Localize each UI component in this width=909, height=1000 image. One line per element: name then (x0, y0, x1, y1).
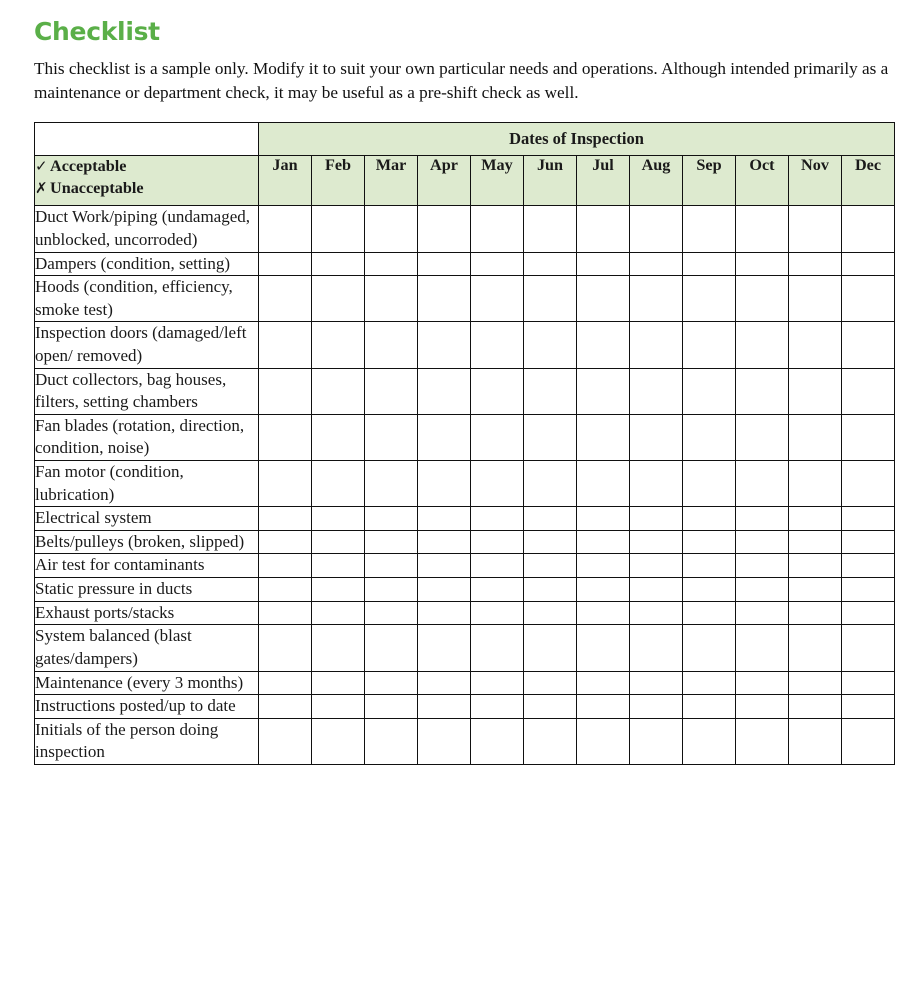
mark-cell-may[interactable] (471, 206, 524, 252)
mark-cell-jul[interactable] (577, 625, 630, 671)
mark-cell-apr[interactable] (418, 276, 471, 322)
month-header-jan: Jan (259, 156, 312, 206)
mark-cell-aug[interactable] (630, 671, 683, 695)
legend-header-cell (35, 156, 259, 206)
mark-cell-jan[interactable] (259, 625, 312, 671)
mark-cell-oct[interactable] (736, 601, 789, 625)
mark-cell-may[interactable] (471, 368, 524, 414)
checklist-item-label: Belts/pulleys (broken, slipped) (35, 530, 259, 554)
mark-cell-jul[interactable] (577, 461, 630, 507)
mark-cell-dec[interactable] (842, 461, 895, 507)
mark-cell-apr[interactable] (418, 322, 471, 368)
mark-cell-aug[interactable] (630, 322, 683, 368)
mark-cell-may[interactable] (471, 671, 524, 695)
mark-cell-apr[interactable] (418, 368, 471, 414)
mark-cell-oct[interactable] (736, 530, 789, 554)
mark-cell-feb[interactable] (312, 625, 365, 671)
mark-cell-jun[interactable] (524, 554, 577, 578)
mark-cell-may[interactable] (471, 625, 524, 671)
table-row (35, 322, 895, 368)
mark-cell-oct[interactable] (736, 461, 789, 507)
mark-cell-dec[interactable] (842, 368, 895, 414)
mark-cell-jan[interactable] (259, 601, 312, 625)
table-row (35, 414, 895, 460)
mark-cell-jul[interactable] (577, 252, 630, 276)
dates-of-inspection-header: Dates of Inspection (259, 123, 895, 156)
checklist-item-label: Static pressure in ducts (35, 578, 259, 602)
checklist-item-label: Dampers (condition, setting) (35, 252, 259, 276)
mark-cell-dec[interactable] (842, 695, 895, 719)
mark-cell-sep[interactable] (683, 718, 736, 764)
mark-cell-sep[interactable] (683, 368, 736, 414)
mark-cell-aug[interactable] (630, 507, 683, 531)
mark-cell-feb[interactable] (312, 461, 365, 507)
month-header-may: May (471, 156, 524, 206)
mark-cell-apr[interactable] (418, 414, 471, 460)
mark-cell-may[interactable] (471, 554, 524, 578)
mark-cell-oct[interactable] (736, 206, 789, 252)
mark-cell-jul[interactable] (577, 671, 630, 695)
month-header-mar: Mar (365, 156, 418, 206)
mark-cell-feb[interactable] (312, 368, 365, 414)
mark-cell-sep[interactable] (683, 578, 736, 602)
mark-cell-mar[interactable] (365, 368, 418, 414)
mark-cell-dec[interactable] (842, 206, 895, 252)
mark-cell-nov[interactable] (789, 601, 842, 625)
mark-cell-jul[interactable] (577, 368, 630, 414)
mark-cell-mar[interactable] (365, 578, 418, 602)
table-row (35, 671, 895, 695)
mark-cell-apr[interactable] (418, 554, 471, 578)
mark-cell-oct[interactable] (736, 671, 789, 695)
mark-cell-jul[interactable] (577, 206, 630, 252)
mark-cell-dec[interactable] (842, 671, 895, 695)
mark-cell-jul[interactable] (577, 695, 630, 719)
mark-cell-oct[interactable] (736, 507, 789, 531)
month-header-nov: Nov (789, 156, 842, 206)
mark-cell-sep[interactable] (683, 625, 736, 671)
mark-cell-sep[interactable] (683, 507, 736, 531)
mark-cell-feb[interactable] (312, 206, 365, 252)
mark-cell-feb[interactable] (312, 601, 365, 625)
table-row (35, 625, 895, 671)
intro-paragraph: This checklist is a sample only. Modify it to suit your own particular needs and operations. Although intended primarily as a maintenance or department check, it may be useful as a pre-shift check as well. (34, 58, 889, 102)
mark-cell-jul[interactable] (577, 530, 630, 554)
mark-cell-sep[interactable] (683, 554, 736, 578)
mark-cell-aug[interactable] (630, 718, 683, 764)
mark-cell-mar[interactable] (365, 601, 418, 625)
mark-cell-jan[interactable] (259, 554, 312, 578)
mark-cell-aug[interactable] (630, 252, 683, 276)
mark-cell-feb[interactable] (312, 695, 365, 719)
table-row (35, 601, 895, 625)
table-row (35, 206, 895, 252)
checklist-item-label: Electrical system (35, 507, 259, 531)
checklist-item-label: Initials of the person doing inspection (35, 718, 259, 764)
mark-cell-dec[interactable] (842, 507, 895, 531)
mark-cell-oct[interactable] (736, 554, 789, 578)
mark-cell-nov[interactable] (789, 206, 842, 252)
mark-cell-oct[interactable] (736, 718, 789, 764)
mark-cell-sep[interactable] (683, 206, 736, 252)
mark-cell-jun[interactable] (524, 695, 577, 719)
mark-cell-nov[interactable] (789, 554, 842, 578)
mark-cell-oct[interactable] (736, 625, 789, 671)
mark-cell-jan[interactable] (259, 718, 312, 764)
table-head (35, 123, 895, 206)
mark-cell-may[interactable] (471, 718, 524, 764)
mark-cell-mar[interactable] (365, 554, 418, 578)
mark-cell-feb[interactable] (312, 507, 365, 531)
table-row (35, 252, 895, 276)
mark-cell-nov[interactable] (789, 695, 842, 719)
mark-cell-jan[interactable] (259, 368, 312, 414)
month-header-jun: Jun (524, 156, 577, 206)
mark-cell-jul[interactable] (577, 276, 630, 322)
mark-cell-sep[interactable] (683, 276, 736, 322)
mark-cell-dec[interactable] (842, 578, 895, 602)
mark-cell-jun[interactable] (524, 578, 577, 602)
mark-cell-apr[interactable] (418, 601, 471, 625)
table-row (35, 578, 895, 602)
month-header-dec: Dec (842, 156, 895, 206)
mark-cell-may[interactable] (471, 252, 524, 276)
month-header-row (35, 156, 895, 206)
mark-cell-aug[interactable] (630, 625, 683, 671)
month-header-oct: Oct (736, 156, 789, 206)
mark-cell-apr[interactable] (418, 718, 471, 764)
mark-cell-nov[interactable] (789, 578, 842, 602)
mark-cell-jun[interactable] (524, 368, 577, 414)
mark-cell-feb[interactable] (312, 671, 365, 695)
mark-cell-nov[interactable] (789, 625, 842, 671)
checklist-item-label: Inspection doors (damaged/left open/ removed) (35, 322, 259, 368)
mark-cell-sep[interactable] (683, 414, 736, 460)
mark-cell-apr[interactable] (418, 461, 471, 507)
mark-cell-nov[interactable] (789, 530, 842, 554)
mark-cell-apr[interactable] (418, 625, 471, 671)
mark-cell-aug[interactable] (630, 276, 683, 322)
mark-cell-oct[interactable] (736, 414, 789, 460)
mark-cell-apr[interactable] (418, 578, 471, 602)
mark-cell-oct[interactable] (736, 322, 789, 368)
month-header-sep: Sep (683, 156, 736, 206)
mark-cell-may[interactable] (471, 276, 524, 322)
mark-cell-jan[interactable] (259, 206, 312, 252)
mark-cell-jul[interactable] (577, 718, 630, 764)
mark-cell-jun[interactable] (524, 252, 577, 276)
checklist-item-label: Hoods (condition, efficiency, smoke test) (35, 276, 259, 322)
mark-cell-dec[interactable] (842, 530, 895, 554)
mark-cell-sep[interactable] (683, 530, 736, 554)
mark-cell-jan[interactable] (259, 578, 312, 602)
legend-acceptable-label: Acceptable (50, 157, 127, 176)
mark-cell-mar[interactable] (365, 322, 418, 368)
mark-cell-sep[interactable] (683, 671, 736, 695)
checklist-item-label: Maintenance (every 3 months) (35, 671, 259, 695)
mark-cell-mar[interactable] (365, 625, 418, 671)
table-row (35, 507, 895, 531)
mark-cell-sep[interactable] (683, 601, 736, 625)
mark-cell-aug[interactable] (630, 578, 683, 602)
mark-cell-jan[interactable] (259, 671, 312, 695)
table-row (35, 461, 895, 507)
mark-cell-apr[interactable] (418, 507, 471, 531)
mark-cell-may[interactable] (471, 414, 524, 460)
mark-cell-may[interactable] (471, 507, 524, 531)
mark-cell-dec[interactable] (842, 554, 895, 578)
mark-cell-mar[interactable] (365, 276, 418, 322)
checklist-item-label: System balanced (blast gates/dampers) (35, 625, 259, 671)
mark-cell-dec[interactable] (842, 718, 895, 764)
mark-cell-jun[interactable] (524, 276, 577, 322)
mark-cell-dec[interactable] (842, 252, 895, 276)
mark-cell-jun[interactable] (524, 530, 577, 554)
mark-cell-dec[interactable] (842, 414, 895, 460)
mark-cell-jun[interactable] (524, 507, 577, 531)
mark-cell-jan[interactable] (259, 695, 312, 719)
mark-cell-mar[interactable] (365, 252, 418, 276)
mark-cell-apr[interactable] (418, 206, 471, 252)
mark-cell-jun[interactable] (524, 601, 577, 625)
mark-cell-mar[interactable] (365, 461, 418, 507)
legend-unacceptable (35, 178, 258, 200)
mark-cell-oct[interactable] (736, 695, 789, 719)
mark-cell-dec[interactable] (842, 276, 895, 322)
checklist-item-label: Instructions posted/up to date (35, 695, 259, 719)
mark-cell-mar[interactable] (365, 206, 418, 252)
checklist-item-label: Air test for contaminants (35, 554, 259, 578)
mark-cell-jan[interactable] (259, 530, 312, 554)
mark-cell-jan[interactable] (259, 461, 312, 507)
legend-unacceptable-label: Unacceptable (50, 179, 144, 198)
check-icon: ✓ (35, 159, 48, 176)
mark-cell-nov[interactable] (789, 252, 842, 276)
table-row (35, 718, 895, 764)
mark-cell-mar[interactable] (365, 671, 418, 695)
mark-cell-feb[interactable] (312, 530, 365, 554)
mark-cell-may[interactable] (471, 461, 524, 507)
mark-cell-jun[interactable] (524, 206, 577, 252)
group-header-row (35, 123, 895, 156)
mark-cell-feb[interactable] (312, 554, 365, 578)
mark-cell-dec[interactable] (842, 625, 895, 671)
mark-cell-aug[interactable] (630, 530, 683, 554)
mark-cell-jun[interactable] (524, 322, 577, 368)
mark-cell-dec[interactable] (842, 322, 895, 368)
mark-cell-jan[interactable] (259, 414, 312, 460)
mark-cell-mar[interactable] (365, 414, 418, 460)
table-row (35, 530, 895, 554)
page-title: Checklist (34, 17, 160, 46)
mark-cell-apr[interactable] (418, 695, 471, 719)
mark-cell-jun[interactable] (524, 461, 577, 507)
mark-cell-dec[interactable] (842, 601, 895, 625)
mark-cell-aug[interactable] (630, 206, 683, 252)
mark-cell-may[interactable] (471, 530, 524, 554)
mark-cell-may[interactable] (471, 322, 524, 368)
mark-cell-mar[interactable] (365, 507, 418, 531)
mark-cell-oct[interactable] (736, 368, 789, 414)
mark-cell-feb[interactable] (312, 276, 365, 322)
mark-cell-sep[interactable] (683, 461, 736, 507)
mark-cell-nov[interactable] (789, 276, 842, 322)
mark-cell-nov[interactable] (789, 671, 842, 695)
month-header-feb: Feb (312, 156, 365, 206)
mark-cell-jul[interactable] (577, 554, 630, 578)
checklist-table-wrapper (34, 122, 895, 765)
mark-cell-jun[interactable] (524, 671, 577, 695)
mark-cell-mar[interactable] (365, 695, 418, 719)
checklist-item-label: Fan motor (condition, lubrication) (35, 461, 259, 507)
mark-cell-jan[interactable] (259, 507, 312, 531)
checklist-item-label: Duct Work/piping (undamaged, unblocked, uncorroded) (35, 206, 259, 252)
cross-icon: ✗ (35, 181, 48, 198)
table-row (35, 695, 895, 719)
mark-cell-feb[interactable] (312, 718, 365, 764)
checklist-item-label: Exhaust ports/stacks (35, 601, 259, 625)
mark-cell-oct[interactable] (736, 578, 789, 602)
mark-cell-jan[interactable] (259, 322, 312, 368)
corner-blank-cell (35, 123, 259, 156)
mark-cell-aug[interactable] (630, 695, 683, 719)
mark-cell-jul[interactable] (577, 414, 630, 460)
mark-cell-sep[interactable] (683, 322, 736, 368)
month-header-jul: Jul (577, 156, 630, 206)
mark-cell-aug[interactable] (630, 554, 683, 578)
mark-cell-aug[interactable] (630, 601, 683, 625)
mark-cell-aug[interactable] (630, 368, 683, 414)
mark-cell-jan[interactable] (259, 252, 312, 276)
month-header-apr: Apr (418, 156, 471, 206)
mark-cell-nov[interactable] (789, 368, 842, 414)
mark-cell-sep[interactable] (683, 695, 736, 719)
mark-cell-feb[interactable] (312, 252, 365, 276)
mark-cell-jun[interactable] (524, 625, 577, 671)
mark-cell-apr[interactable] (418, 530, 471, 554)
mark-cell-mar[interactable] (365, 530, 418, 554)
mark-cell-may[interactable] (471, 601, 524, 625)
mark-cell-aug[interactable] (630, 461, 683, 507)
mark-cell-nov[interactable] (789, 507, 842, 531)
checklist-item-label: Duct collectors, bag houses, filters, setting chambers (35, 368, 259, 414)
mark-cell-aug[interactable] (630, 414, 683, 460)
mark-cell-jul[interactable] (577, 601, 630, 625)
mark-cell-feb[interactable] (312, 322, 365, 368)
mark-cell-nov[interactable] (789, 322, 842, 368)
mark-cell-jul[interactable] (577, 507, 630, 531)
mark-cell-jul[interactable] (577, 322, 630, 368)
mark-cell-oct[interactable] (736, 276, 789, 322)
mark-cell-feb[interactable] (312, 578, 365, 602)
month-header-aug: Aug (630, 156, 683, 206)
table-row (35, 368, 895, 414)
mark-cell-jun[interactable] (524, 414, 577, 460)
mark-cell-nov[interactable] (789, 414, 842, 460)
mark-cell-feb[interactable] (312, 414, 365, 460)
mark-cell-apr[interactable] (418, 671, 471, 695)
mark-cell-oct[interactable] (736, 252, 789, 276)
mark-cell-jan[interactable] (259, 276, 312, 322)
legend-acceptable (35, 156, 258, 178)
inspection-checklist-table (34, 122, 895, 765)
checklist-item-label: Fan blades (rotation, direction, condition, noise) (35, 414, 259, 460)
mark-cell-jul[interactable] (577, 578, 630, 602)
mark-cell-jun[interactable] (524, 718, 577, 764)
table-row (35, 554, 895, 578)
mark-cell-may[interactable] (471, 578, 524, 602)
mark-cell-nov[interactable] (789, 718, 842, 764)
mark-cell-nov[interactable] (789, 461, 842, 507)
mark-cell-mar[interactable] (365, 718, 418, 764)
mark-cell-apr[interactable] (418, 252, 471, 276)
table-row (35, 276, 895, 322)
mark-cell-may[interactable] (471, 695, 524, 719)
mark-cell-sep[interactable] (683, 252, 736, 276)
table-body (35, 206, 895, 765)
